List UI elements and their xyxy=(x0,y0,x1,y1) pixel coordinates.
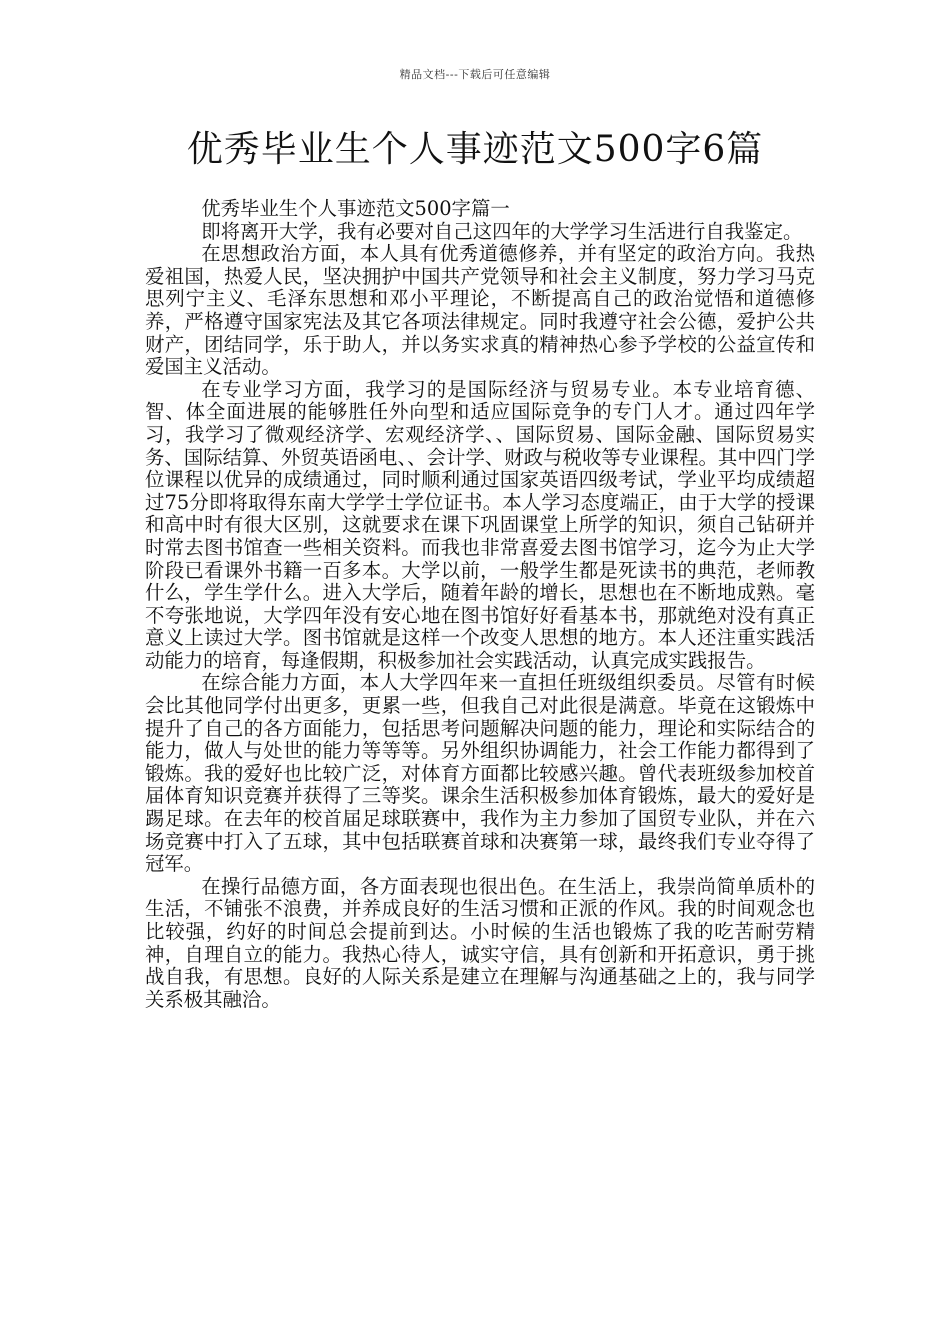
paragraph: 即将离开大学，我有必要对自己这四年的大学学习生活进行自我鉴定。 xyxy=(201,219,803,243)
header-note: 精品文档---下载后可任意编辑 xyxy=(399,68,551,81)
document-title: 优秀毕业生个人事迹范文500字6篇 xyxy=(186,129,764,170)
paragraph: 在专业学习方面，我学习的是国际经济与贸易专业。本专业培育德、智、体全面进展的能够胜任外向型和适应国际竞争的专门人才。通过四年学习，我学习了微观经济学、宏观经济学、、国际贸易、国际金融、国际贸易实务、国际结算、外贸英语函电、、会计学、财政与税收等专业课程。其中四门学位课程以优异的成绩通过，同时顺利通过国家英语四级考试，学业平均成绩超过75分即将取得东南大学学士学位证书。本人学习态度端正，由于大学的授课和高中时有很大区别，这就要求在课下巩固课堂上所学的知识，须自己钻研并时常去图书馆查一些相关资料。而我也非常喜爱去图书馆学习，迄今为止大学阶段已看课外书籍一百多本。大学以前，一般学生都是死读书的典范，老师教什么，学生学什么。进入大学后，随着年龄的增长，思想也在不断地成熟。毫不夸张地说，大学四年没有安心地在图书馆好好看基本书，那就绝对没有真正意义上读过大学。图书馆就是这样一个改变人思想的地方。本人还注重实践活动能力的培育，每逢假期，积极参加社会实践活动，认真完成实践报告。 xyxy=(145,377,815,672)
section-heading: 优秀毕业生个人事迹范文500字篇一 xyxy=(201,197,510,220)
paragraph: 在操行品德方面，各方面表现也很出色。在生活上，我崇尚简单质朴的生活，不铺张不浪费，并养成良好的生活习惯和正派的作风。我的时间观念也比较强，约好的时间总会提前到达。小时候的生活也锻炼了我的吃苦耐劳精神，自理自立的能力。我热心待人，诚实守信，具有创新和开拓意识，勇于挑战自我，有思想。良好的人际关系是建立在理解与沟通基础之上的，我与同学关系极其融洽。 xyxy=(145,874,815,1011)
paragraph: 在思想政治方面，本人具有优秀道德修养，并有坚定的政治方向。我热爱祖国，热爱人民，坚决拥护中国共产党领导和社会主义制度，努力学习马克思列宁主义、毛泽东思想和邓小平理论，不断提高自己的政治觉悟和道德修养，严格遵守国家宪法及其它各项法律规定。同时我遵守社会公德，爱护公共财产，团结同学，乐于助人，并以务实求真的精神热心参予学校的公益宣传和爱国主义活动。 xyxy=(145,242,815,379)
paragraph: 在综合能力方面，本人大学四年来一直担任班级组织委员。尽管有时候会比其他同学付出更多，更累一些，但我自己对此很是满意。毕竟在这锻炼中提升了自己的各方面能力，包括思考问题解决问题的能力，理论和实际结合的能力，做人与处世的能力等等等。另外组织协调能力，社会工作能力都得到了锻炼。我的爱好也比较广泛，对体育方面都比较感兴趣。曾代表班级参加校首届体育知识竞赛并获得了三等奖。课余生活积极参加体育锻炼，最大的爱好是踢足球。在去年的校首届足球联赛中，我作为主力参加了国贸专业队，并在六场竞赛中打入了五球，其中包括联赛首球和决赛第一球，最终我们专业夺得了冠军。 xyxy=(145,671,815,876)
document-body xyxy=(145,198,815,1011)
